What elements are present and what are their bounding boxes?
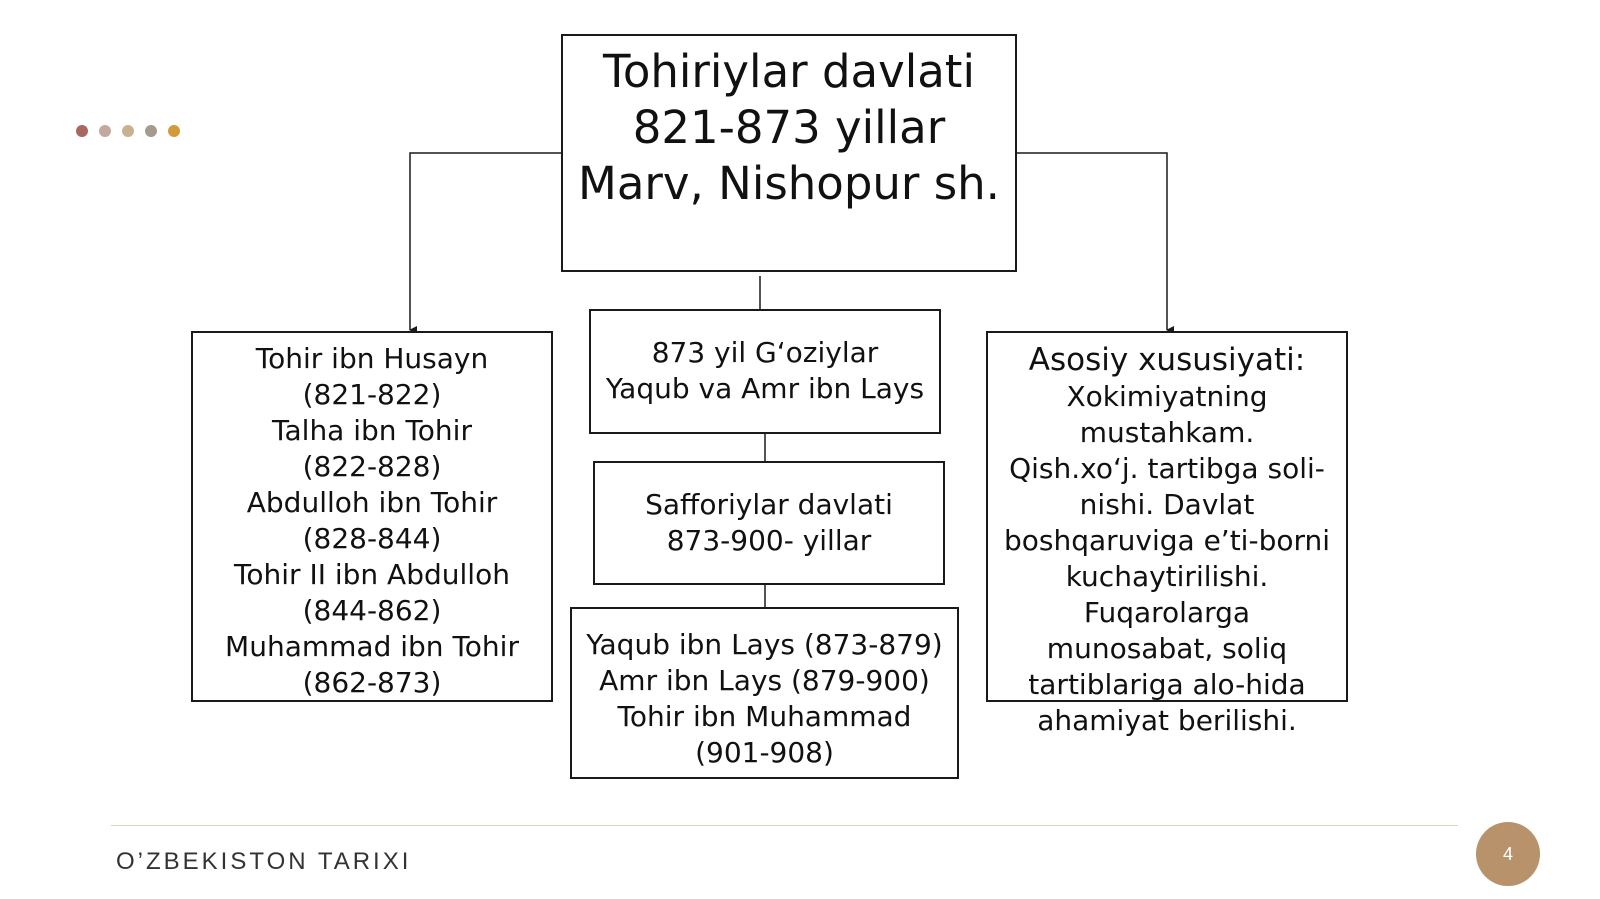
tahirid-state-box [561,34,1017,272]
features-heading: Asosiy xususiyati: [1028,342,1306,378]
main-features-box [986,331,1348,737]
box-line: Tohir ibn Husayn [255,342,489,375]
box-line: nishi. Davlat [1079,488,1255,521]
box-line: (828-844) [302,522,442,555]
box-line: Tohir II ibn Abdulloh [234,558,510,591]
box-line: Tohiriylar davlati [603,45,975,98]
box-line: Yaqub va Amr ibn Lays [605,372,925,405]
box-line: Talha ibn Tohir [272,414,472,447]
box-line: Tohir ibn Muhammad [617,700,912,733]
box-line: (821-822) [302,378,442,411]
box-line: Fuqarolarga [1083,596,1251,629]
box-line: Xokimiyatning [1066,380,1268,413]
box-line: Safforiylar davlati [645,488,893,521]
box-line: Qish.xo‘j. tartibga soli- [1009,452,1325,485]
box-line: kuchaytirilishi. [1065,560,1269,593]
tahirid-rulers-box [191,331,553,702]
box-line: Amr ibn Lays (879-900) [599,664,930,697]
footer-divider [111,825,1458,826]
page-number-badge: 4 [1476,822,1540,886]
connector-main-to-left [410,153,561,330]
saffarid-state-box [593,461,945,585]
box-line: boshqaruviga e’ti-borni [1003,524,1331,557]
box-line: tartiblariga alo-hida [1028,668,1306,701]
saffarid-rulers-box [570,607,959,779]
box-line: (844-862) [302,594,442,627]
box-line: 821-873 yillar [632,101,946,154]
box-line: 873 yil G‘oziylar [651,336,879,369]
footer-title: O’ZBEKISTON TARIXI [116,848,412,875]
connector-main-to-right [1017,153,1167,330]
box-line: (822-828) [302,450,442,483]
box-line: (862-873) [302,666,442,699]
box-line: Muhammad ibn Tohir [225,630,519,663]
box-line: (901-908) [695,736,834,769]
box-line: 873-900- yillar [666,524,872,557]
box-line: ahamiyat berilishi. [1037,704,1297,737]
box-line: munosabat, soliq [1046,632,1288,665]
ghazi-event-box [589,309,941,434]
box-line: Yaqub ibn Lays (873-879) [586,628,943,661]
box-line: Abdulloh ibn Tohir [246,486,498,519]
box-line: mustahkam. [1079,416,1255,449]
box-line: Marv, Nishopur sh. [578,157,1000,210]
